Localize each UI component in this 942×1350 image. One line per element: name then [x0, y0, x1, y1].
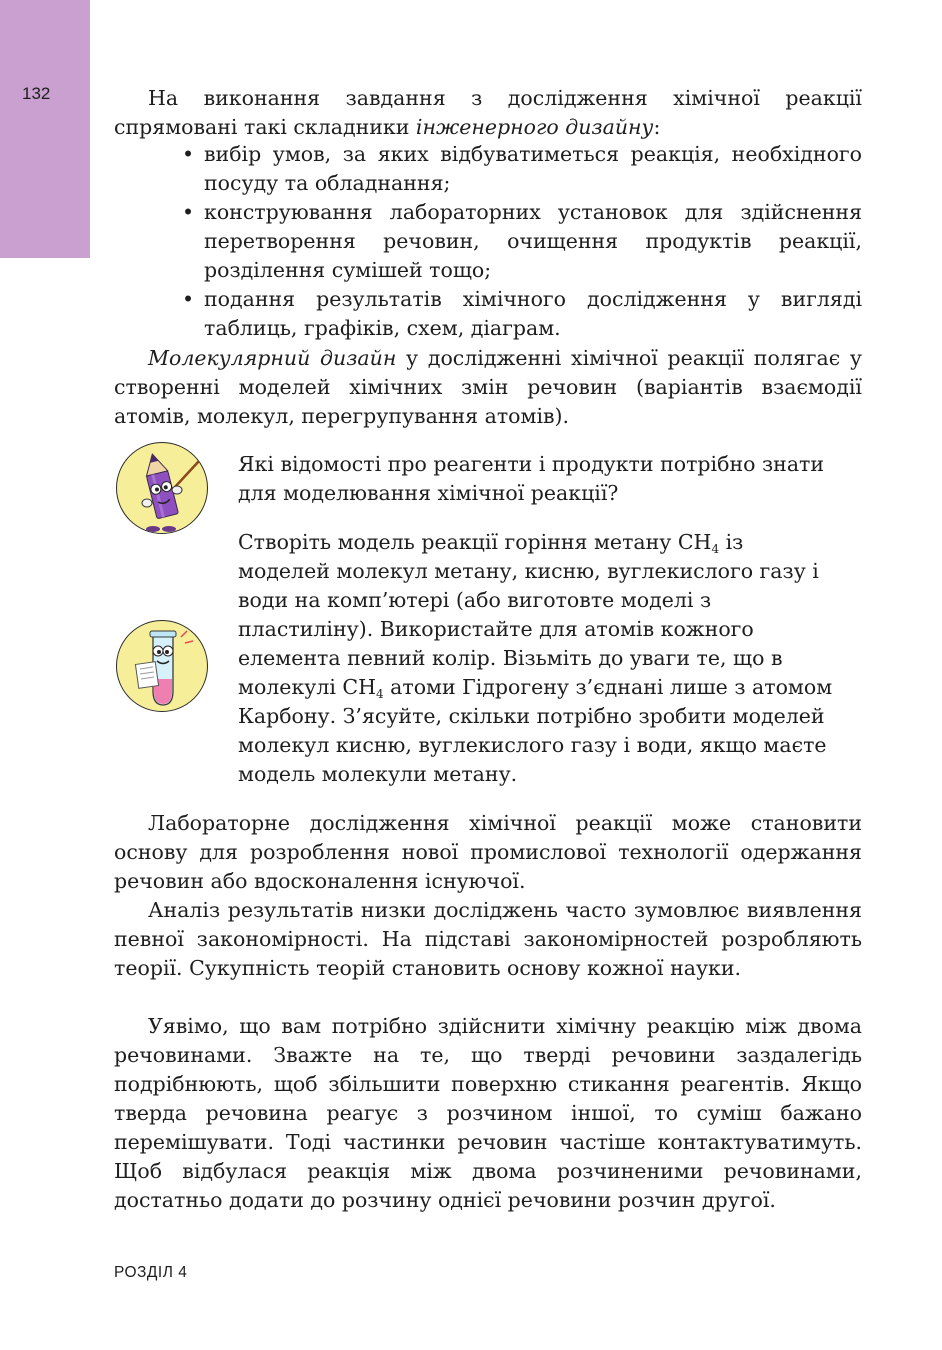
task-subscript-2: 4 — [375, 687, 384, 701]
question-text: Які відомості про реагенти і продукти потрібно знати для моделювання хімічної реакції? — [238, 452, 825, 505]
test-tube-character-icon — [116, 620, 208, 712]
molecular-text: у дослідженні хімічної реакції полягає у створенні моделей хімічних змін речовин (варіантів взаємодії атомів, молекул, перегрупування атомів). — [114, 346, 862, 428]
bullet-item: • вибір умов, за яких відбуватиметься реакція, необхідного посуду та обладнання; — [180, 140, 862, 198]
task-text — [238, 528, 834, 789]
body-paragraph: Уявімо, що вам потрібно здійснити хімічну реакцію між двома речовинами. Зважте на те, що тверді речовини заздалегідь подрібнюють, щоб збільшити поверхню стикання реагентів. Якщо тверда речовина реагує з розчином іншої, то суміш бажано перемішувати. Тоді частинки речовин частіше контактуватимуть. Щоб відбулася реакція між двома розчиненими речовинами, достатньо додати до розчину однієї речовини розчин другої. — [114, 1014, 862, 1212]
body-paragraph: Лабораторне дослідження хімічної реакції може становити основу для розроблення нової промислової технології одержання речовин або вдосконалення існуючої. — [114, 811, 862, 893]
molecular-design-paragraph — [114, 344, 862, 431]
task-subscript-1: 4 — [711, 542, 720, 556]
task-part-2: із моделей молекул метану, кисню, вуглекислого газу і води на комп’ютері (або виготовте моделі з пластиліну). Використайте для атомів кожного елемента певний колір. Візьміть до уваги те, що в молекулі CH — [238, 530, 819, 699]
task-part-3: атоми Гідрогену з’єднані лише з атомом Карбону. З’ясуйте, скільки потрібно зробити моделей молекул кисню, вуглекислого газу і води, якщо маєте модель молекули метану. — [238, 675, 833, 786]
body-paragraph: Аналіз результатів низки досліджень часто зумовлює виявлення певної закономірності. На підставі закономірностей розробляють теорії. Сукупність теорій становить основу кожної науки. — [114, 898, 862, 980]
intro-colon: : — [653, 115, 661, 139]
task-part-1: Створіть модель реакції горіння метану CH — [238, 530, 712, 554]
intro-text: На виконання завдання з дослідження хімічної реакції спрямовані такі складники — [114, 86, 862, 139]
intro-italic-term: інженерного дизайну — [415, 115, 654, 139]
pencil-teacher-icon — [116, 442, 208, 534]
intro-paragraph — [114, 84, 862, 142]
molecular-italic-term: Молекулярний дизайн — [148, 346, 397, 370]
bullet-item: • подання результатів хімічного дослідження у вигляді таблиць, графіків, схем, діаграм. — [180, 285, 862, 343]
page-number: 132 — [22, 84, 51, 103]
bullet-item: • конструювання лабораторних установок для здійснення перетворення речовин, очищення продуктів реакції, розділення сумішей тощо; — [180, 198, 862, 285]
bullet-list — [180, 140, 862, 343]
section-side-tab — [0, 0, 90, 258]
section-footer: РОЗДІЛ 4 — [114, 1264, 188, 1281]
